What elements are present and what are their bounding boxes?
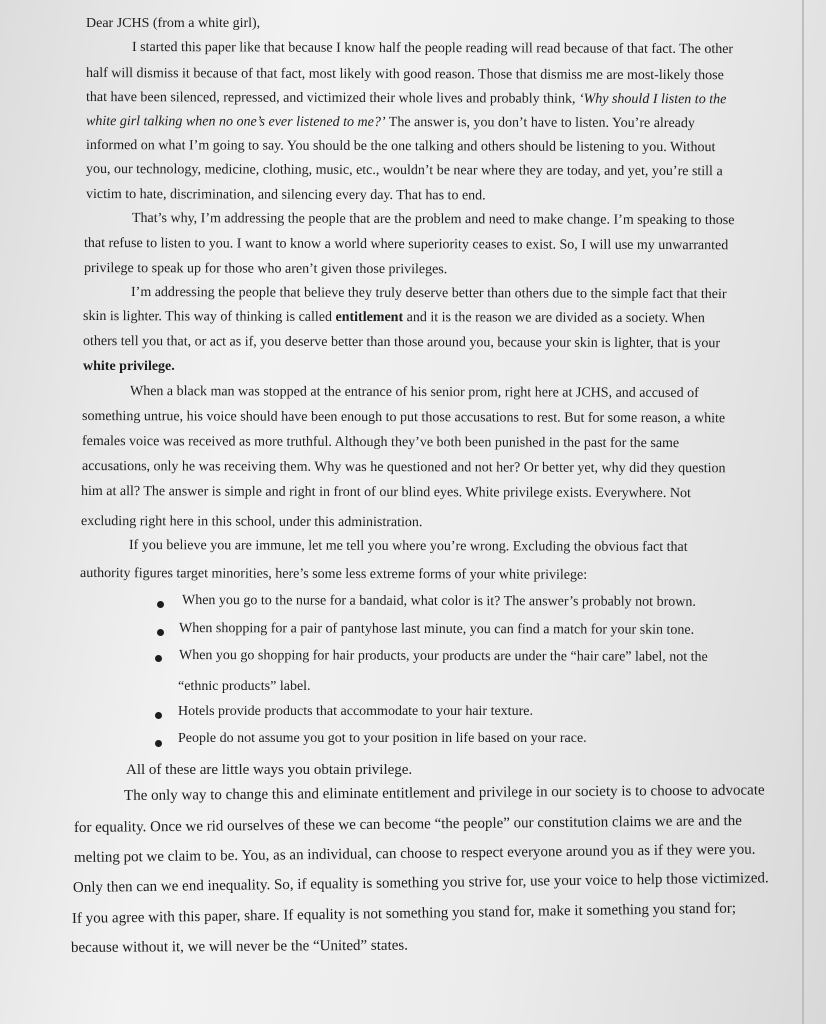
p1-line-4 bbox=[86, 114, 695, 132]
p2-line-2: that refuse to listen to you. I want to know a world where superiority ceases to exist. So, I will use my unwarranted bbox=[83, 236, 729, 254]
p2-line-3: privilege to speak up for those who aren’t given those privileges. bbox=[83, 261, 448, 278]
p4-line-2: something untrue, his voice should have been enough to put those accusations to rest. But for some reason, a white bbox=[81, 409, 726, 427]
p5-line-1: If you believe you are immune, let me tell you where you’re wrong. Excluding the obvious fact that bbox=[128, 538, 688, 555]
p1-line-3-text: that have been silenced, repressed, and victimized their whole lives and probably think, bbox=[85, 90, 579, 107]
salutation: Dear JCHS (from a white girl), bbox=[86, 16, 261, 31]
paper-edge bbox=[802, 0, 804, 1024]
p1-line-1: I started this paper like that because I know half the people reading will read because of that fact. The other bbox=[131, 40, 734, 58]
bullet-3: When you go shopping for hair products, your products are under the “hair care” label, not the bbox=[178, 648, 708, 665]
p7-line-3: melting pot we claim to be. You, as an individual, can choose to respect everyone around you as if they were you. bbox=[73, 841, 756, 866]
bullet-2: When shopping for a pair of pantyhose last minute, you can find a match for your skin tone. bbox=[178, 621, 695, 638]
p5-line-2: authority figures target minorities, here’s some less extreme forms of your white privilege: bbox=[79, 566, 588, 583]
p7-line-4: Only then can we end inequality. So, if equality is something you strive for, use your voice to help those victimized. bbox=[72, 870, 769, 896]
p4-line-1: When a black man was stopped at the entrance of his senior prom, right here at JCHS, and accused of bbox=[129, 384, 699, 401]
white-privilege-term: white privilege. bbox=[83, 359, 175, 374]
p1-line-3 bbox=[86, 90, 726, 108]
p7-line-2: for equality. Once we rid ourselves of these we can become “the people” our constitution claims we are and the bbox=[73, 813, 742, 836]
p4-line-6: excluding right here in this school, under this administration. bbox=[80, 514, 423, 531]
p4-line-5: him at all? The answer is simple and right in front of our blind eyes. White privilege exists. Everywhere. Not bbox=[80, 484, 691, 502]
p7-line-5: If you agree with this paper, share. If equality is not something you stand for, make it something you stand for; bbox=[71, 900, 737, 927]
bullet-dot bbox=[155, 712, 162, 719]
bullet-dot bbox=[155, 740, 162, 747]
p3-line-2-text-c: and it is the reason we are divided as a society. When bbox=[403, 310, 705, 327]
p3-line-1: I’m addressing the people that believe they truly deserve better than others due to the simple fact that their bbox=[130, 285, 727, 303]
p3-line-3: others tell you that, or act as if, you deserve better than those around you, because your skin is lighter, that is your bbox=[82, 334, 721, 352]
entitlement-term: entitlement bbox=[335, 309, 404, 326]
p3-line-2 bbox=[83, 309, 705, 327]
bullet-dot bbox=[157, 629, 164, 636]
bullet-dot bbox=[155, 655, 162, 662]
p1-line-7: victim to hate, discrimination, and silencing every day. That has to end. bbox=[85, 187, 486, 204]
bullet-4: Hotels provide products that accommodate to your hair texture. bbox=[178, 704, 533, 719]
p4-line-4: accusations, only he was receiving them. Why was he questioned and not her? Or better yet, why did they question bbox=[81, 459, 726, 477]
p7-line-1: The only way to change this and eliminate entitlement and privilege in our society is to choose to advocate bbox=[123, 782, 765, 804]
p6-line-1: All of these are little ways you obtain privilege. bbox=[126, 762, 413, 778]
p1-line-5: informed on what I’m going to say. You should be the one talking and others should be listening to you. Without bbox=[85, 138, 716, 156]
p2-line-1: That’s why, I’m addressing the people that are the problem and need to make change. I’m speaking to those bbox=[131, 211, 735, 229]
p4-line-3: females voice was received as more truthful. Although they’ve both been punished in the past for the same bbox=[81, 434, 680, 452]
bullet-dot bbox=[157, 601, 164, 608]
p3-line-2-text-a: skin is lighter. This way of thinking is called bbox=[82, 309, 336, 325]
p1-line-2: half will dismiss it because of that fact, most likely with good reason. Those that dismiss me are most-likely those bbox=[85, 66, 724, 84]
p1-line-4-quote: white girl talking when no one’s ever listened to me?’ bbox=[85, 114, 386, 131]
p1-line-4-text: The answer is, you don’t have to listen. You’re already bbox=[385, 115, 695, 132]
bullet-3-continued: “ethnic products” label. bbox=[178, 679, 311, 694]
p1-line-6: you, our technology, medicine, clothing, music, etc., wouldn’t be near where they are today, and yet, you’re still a bbox=[85, 162, 723, 180]
bullet-5: People do not assume you got to your position in life based on your race. bbox=[178, 731, 587, 746]
p1-line-3-quote: ‘Why should I listen to the bbox=[578, 91, 727, 108]
bullet-1: When you go to the nurse for a bandaid, what color is it? The answer’s probably not brown. bbox=[181, 593, 696, 610]
p7-line-6: because without it, we will never be the “United” states. bbox=[70, 937, 409, 956]
